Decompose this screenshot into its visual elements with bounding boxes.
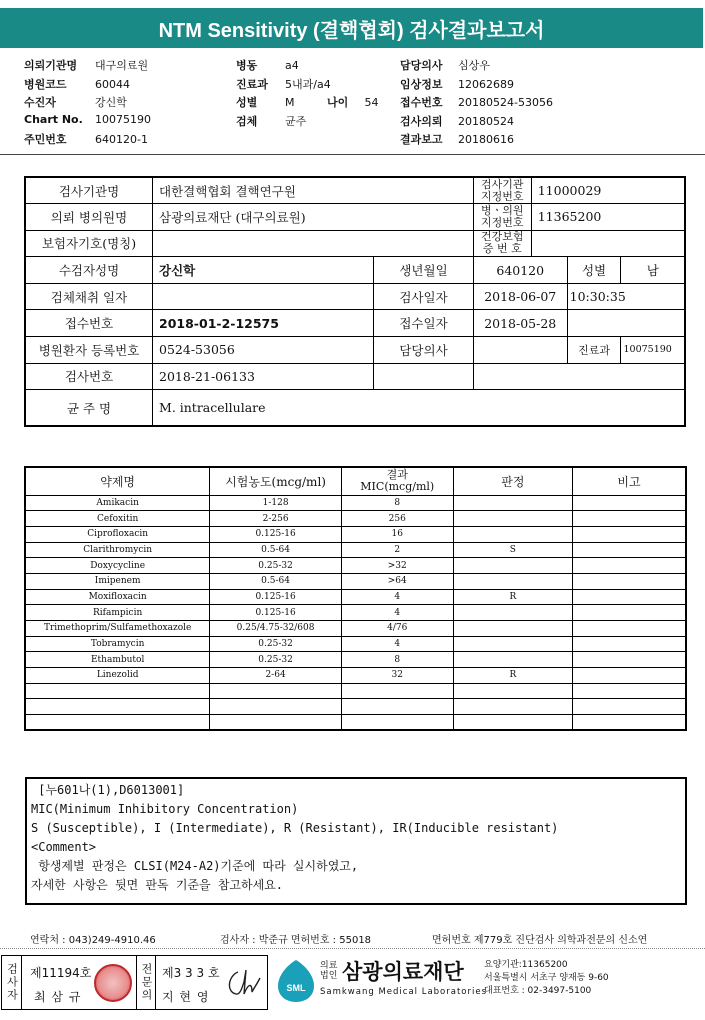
- header-field-key: 병동: [236, 59, 258, 72]
- header-field-value: a4: [285, 59, 299, 72]
- drug-cell-drug: Amikacin: [25, 495, 210, 511]
- drug-cell-drug: [25, 715, 210, 731]
- header-field: [24, 131, 148, 147]
- drug-cell-drug: Rifampicin: [25, 605, 210, 621]
- header-field-key: 진료과: [236, 77, 268, 91]
- drug-row: [25, 573, 686, 589]
- header-field: [236, 76, 331, 92]
- drug-cell-judge: [453, 636, 572, 652]
- drug-cell-conc: 0.5-64: [210, 542, 342, 558]
- sex-value: 남: [621, 257, 685, 284]
- drug-cell-conc: 0.125-16: [210, 605, 342, 621]
- exam-sign-name: 최 삼 규: [34, 990, 82, 1004]
- header-field-value: 대구의료원: [95, 59, 149, 72]
- organism-value: M. intracellulare: [153, 390, 685, 426]
- drug-cell-note: [573, 605, 686, 621]
- drug-table-body: [25, 495, 686, 730]
- ins-no-label: 건강보험 증 번 호: [473, 230, 531, 257]
- sex-label: 성별: [567, 257, 621, 284]
- header-field: [400, 131, 514, 147]
- drug-cell-judge: [453, 558, 572, 574]
- drug-cell-conc: [210, 683, 342, 699]
- header-field: [236, 57, 299, 73]
- drug-cell-drug: Clarithromycin: [25, 542, 210, 558]
- dept-value: 10075190: [621, 337, 685, 364]
- collect-value: [153, 283, 374, 310]
- drug-cell-drug: Tobramycin: [25, 636, 210, 652]
- drug-row: [25, 511, 686, 527]
- comment-box: [25, 777, 687, 905]
- drug-cell-judge: R: [453, 589, 572, 605]
- name-label: 수검자성명: [25, 257, 153, 284]
- birth-value: 640120: [473, 257, 567, 284]
- header-divider: [0, 154, 705, 155]
- dept-label: 진료과: [567, 337, 621, 364]
- director-text: 면허번호 제779호 진단검사 의학과전문의 신소연: [432, 935, 648, 946]
- test-date-value: 2018-06-07: [473, 283, 567, 310]
- drug-cell-judge: [453, 652, 572, 668]
- header-field-value: 5내과/a4: [285, 77, 331, 91]
- drug-cell-note: [573, 558, 686, 574]
- recv-no-label: 접수번호: [25, 310, 153, 337]
- drug-cell-drug: Imipenem: [25, 573, 210, 589]
- header-field-key: 의뢰기관명: [24, 59, 78, 72]
- exam-empty: [473, 363, 685, 390]
- exam-sign-no: 제11194호: [30, 966, 92, 980]
- drug-cell-mic: >32: [341, 558, 453, 574]
- header-field-key: 검사의뢰: [400, 114, 443, 128]
- header-field: [400, 94, 553, 110]
- lab-value: 대한결핵협회 결핵연구원: [153, 177, 474, 204]
- drug-cell-note: [573, 668, 686, 684]
- header-field-value: 20180616: [458, 133, 514, 146]
- drug-cell-judge: R: [453, 668, 572, 684]
- drug-cell-judge: [453, 683, 572, 699]
- drug-cell-conc: 1-128: [210, 495, 342, 511]
- drug-cell-note: [573, 636, 686, 652]
- header-field: [24, 94, 127, 110]
- drug-cell-mic: 32: [341, 668, 453, 684]
- exam-no-value: 2018-21-06133: [153, 363, 374, 390]
- organism-label: 균 주 명: [25, 390, 153, 426]
- drug-cell-note: [573, 573, 686, 589]
- drug-cell-mic: [341, 715, 453, 731]
- lab-no-label: 검사기관 지정번호: [473, 177, 531, 204]
- header-field-key: 담당의사: [400, 59, 443, 72]
- drug-cell-note: [573, 495, 686, 511]
- result-header: [341, 467, 453, 495]
- comment-line: 항생제별 판정은 CLSI(M24-A2)기준에 따라 실시하였고,: [31, 859, 359, 873]
- header-field-key: 병원코드: [24, 77, 67, 91]
- header-field-key: 성별: [236, 96, 258, 109]
- doctor-value: [473, 337, 567, 364]
- recv-date-label: 접수일자: [374, 310, 474, 337]
- sml-logo-text: SML: [286, 983, 306, 993]
- header-field-value: 심상우: [458, 59, 490, 72]
- drug-cell-drug: Linezolid: [25, 668, 210, 684]
- examiner-text: 검사자 : 박준규 면허번호 : 55018: [220, 935, 372, 946]
- drug-row: [25, 652, 686, 668]
- drug-sensitivity-table: [24, 466, 687, 731]
- handwritten-signature-icon: [224, 966, 262, 1000]
- collect-label: 검체채취 일자: [25, 283, 153, 310]
- drug-cell-note: [573, 683, 686, 699]
- hosp-value: 삼광의료재단 (대구의료원): [153, 204, 474, 231]
- drug-cell-drug: [25, 683, 210, 699]
- lab-name: 삼광의료재단: [342, 960, 464, 984]
- lab-name-en: Samkwang Medical Laboratories: [320, 987, 488, 997]
- info-row-organism: [25, 390, 685, 426]
- drug-cell-mic: 4: [341, 605, 453, 621]
- drug-row: [25, 683, 686, 699]
- comment-line: [누601나(1),D6013001]: [31, 783, 185, 797]
- test-time-value: 10:30:35: [567, 283, 685, 310]
- header-age: 나이 54: [327, 96, 379, 109]
- lab-no-value: 11000029: [531, 177, 685, 204]
- drug-cell-conc: 0.25-32: [210, 636, 342, 652]
- header-field-key: Chart No.: [24, 112, 83, 126]
- sml-logo-icon: [276, 958, 316, 1004]
- drug-cell-judge: S: [453, 542, 572, 558]
- drug-cell-conc: 0.25/4.75-32/608: [210, 621, 342, 637]
- exam-blank: [374, 363, 474, 390]
- header-field-value: M: [285, 96, 295, 109]
- drug-cell-conc: 0.125-16: [210, 589, 342, 605]
- patient-no-value: 0524-53056: [153, 337, 374, 364]
- header-field-key: 접수번호: [400, 96, 443, 109]
- info-row-lab: [25, 177, 685, 204]
- header-field-key: 주민번호: [24, 133, 67, 146]
- header-field-value: 640120-1: [95, 133, 148, 146]
- report-title: NTM Sensitivity (결핵협회) 검사결과보고서: [0, 8, 703, 48]
- hosp-label: 의뢰 병의원명: [25, 204, 153, 231]
- drug-cell-mic: 8: [341, 652, 453, 668]
- ins-no-value: [531, 230, 685, 257]
- drug-cell-mic: [341, 683, 453, 699]
- header-field-value: 10075190: [95, 112, 151, 126]
- drug-cell-mic: 4: [341, 636, 453, 652]
- drug-cell-judge: [453, 495, 572, 511]
- drug-cell-note: [573, 699, 686, 715]
- drug-cell-note: [573, 621, 686, 637]
- info-row-insurance: [25, 230, 685, 257]
- ins-value: [153, 230, 474, 257]
- confirm-sign-label: 전문의: [136, 956, 156, 1009]
- confirm-sign-no: 제3 3 3 호: [162, 966, 220, 980]
- drug-cell-judge: [453, 621, 572, 637]
- info-row-exam: [25, 363, 685, 390]
- drug-row: [25, 589, 686, 605]
- drug-row: [25, 621, 686, 637]
- ins-label: 보험자기호(명칭): [25, 230, 153, 257]
- drug-cell-note: [573, 589, 686, 605]
- exam-sign-label: 검사자: [2, 956, 22, 1009]
- drug-row: [25, 542, 686, 558]
- result-header-line1: 결과: [386, 468, 408, 482]
- drug-cell-drug: Doxycycline: [25, 558, 210, 574]
- header-field: [24, 113, 151, 126]
- drug-cell-note: [573, 526, 686, 542]
- drug-cell-mic: 16: [341, 526, 453, 542]
- drug-cell-conc: 2-256: [210, 511, 342, 527]
- drug-cell-conc: 0.25-32: [210, 652, 342, 668]
- birth-label: 생년월일: [374, 257, 474, 284]
- recv-no-value: 2018-01-2-12575: [153, 310, 374, 337]
- test-date-label: 검사일자: [374, 283, 474, 310]
- drug-cell-judge: [453, 573, 572, 589]
- lab-info-line1: 요양기관:11365200: [484, 960, 568, 970]
- info-row-receipt: [25, 310, 685, 337]
- drug-row: [25, 495, 686, 511]
- lab-label: 검사기관명: [25, 177, 153, 204]
- header-field: [400, 57, 490, 73]
- header-field: [236, 113, 306, 129]
- drug-cell-judge: [453, 715, 572, 731]
- comment-line: MIC(Minimum Inhibitory Concentration): [31, 802, 299, 816]
- drug-cell-conc: [210, 699, 342, 715]
- drug-row: [25, 636, 686, 652]
- info-row-patient: [25, 337, 685, 364]
- drug-cell-conc: 2-64: [210, 668, 342, 684]
- header-field-value: 20180524-53056: [458, 96, 553, 109]
- drug-cell-drug: Cefoxitin: [25, 511, 210, 527]
- header-field-key: 수진자: [24, 96, 56, 109]
- judge-header: 판정: [453, 467, 572, 495]
- drug-cell-conc: [210, 715, 342, 731]
- drug-cell-conc: 0.125-16: [210, 526, 342, 542]
- drug-row: [25, 558, 686, 574]
- hosp-no-value: 11365200: [531, 204, 685, 231]
- comment-line: <Comment>: [31, 840, 97, 854]
- patient-info-table: [24, 176, 686, 427]
- header-field: [400, 113, 514, 129]
- drug-cell-mic: 4: [341, 589, 453, 605]
- drug-cell-note: [573, 715, 686, 731]
- comment-line: 자세한 사항은 뒷면 판독 기준을 참고하세요.: [31, 878, 284, 892]
- header-field-key: 검체: [236, 114, 258, 128]
- header-field-key: 임상정보: [400, 77, 443, 91]
- lab-prefix: 의료법인: [320, 961, 338, 981]
- drug-cell-note: [573, 652, 686, 668]
- contact-text: 연락처 : 043)249-4910.46: [30, 935, 156, 946]
- drug-table-header: [25, 467, 686, 495]
- header-field-value: 강신학: [95, 96, 127, 109]
- header-field-value: 균주: [285, 114, 307, 128]
- exam-no-label: 검사번호: [25, 363, 153, 390]
- drug-cell-drug: Ethambutol: [25, 652, 210, 668]
- drug-cell-note: [573, 542, 686, 558]
- drug-cell-drug: Moxifloxacin: [25, 589, 210, 605]
- doctor-label: 담당의사: [374, 337, 474, 364]
- drug-cell-mic: 2: [341, 542, 453, 558]
- drug-cell-drug: [25, 699, 210, 715]
- recv-date-value: 2018-05-28: [473, 310, 567, 337]
- drug-cell-conc: 0.5-64: [210, 573, 342, 589]
- drug-row: [25, 526, 686, 542]
- patient-no-label: 병원환자 등록번호: [25, 337, 153, 364]
- official-seal-icon: [94, 964, 132, 1002]
- header-field-value: 12062689: [458, 77, 514, 91]
- drug-cell-judge: [453, 605, 572, 621]
- info-row-collect: [25, 283, 685, 310]
- info-row-name: [25, 257, 685, 284]
- drug-row: [25, 699, 686, 715]
- drug-cell-judge: [453, 699, 572, 715]
- drug-cell-drug: Ciprofloxacin: [25, 526, 210, 542]
- header-field: [24, 57, 148, 73]
- conc-header: 시험농도(mcg/ml): [210, 467, 342, 495]
- header-field-key: 결과보고: [400, 133, 443, 146]
- footer-divider: [0, 948, 705, 949]
- lab-info-line3: 대표번호 : 02-3497-5100: [484, 986, 592, 996]
- drug-header: 약제명: [25, 467, 210, 495]
- drug-cell-mic: [341, 699, 453, 715]
- lab-info: [484, 959, 609, 998]
- header-field: [400, 76, 514, 92]
- drug-cell-mic: 4/76: [341, 621, 453, 637]
- header-field-value: 60044: [95, 77, 130, 91]
- drug-cell-judge: [453, 511, 572, 527]
- hosp-no-label: 병ㆍ의원 지정번호: [473, 204, 531, 231]
- drug-cell-mic: 8: [341, 495, 453, 511]
- header-field: [24, 76, 130, 92]
- comment-line: S (Susceptible), I (Intermediate), R (Resistant), IR(Inducible resistant): [31, 821, 559, 835]
- info-row-hospital: [25, 204, 685, 231]
- drug-cell-judge: [453, 526, 572, 542]
- signature-box: [1, 955, 268, 1010]
- confirm-sign-name: 지 현 영: [162, 990, 210, 1004]
- result-header-line2: MIC(mcg/ml): [360, 480, 435, 494]
- drug-cell-mic: >64: [341, 573, 453, 589]
- name-value: 강신학: [153, 257, 374, 284]
- drug-cell-conc: 0.25-32: [210, 558, 342, 574]
- lab-name-block: [320, 956, 487, 997]
- header-field: [236, 94, 295, 110]
- drug-cell-note: [573, 511, 686, 527]
- drug-cell-mic: 256: [341, 511, 453, 527]
- drug-row: [25, 605, 686, 621]
- drug-row: [25, 668, 686, 684]
- drug-row: [25, 715, 686, 731]
- lab-info-line2: 서울특별시 서초구 양재동 9-60: [484, 973, 609, 983]
- drug-cell-drug: Trimethoprim/Sulfamethoxazole: [25, 621, 210, 637]
- recv-blank: [567, 310, 685, 337]
- header-field-value: 20180524: [458, 114, 514, 128]
- note-header: 비고: [573, 467, 686, 495]
